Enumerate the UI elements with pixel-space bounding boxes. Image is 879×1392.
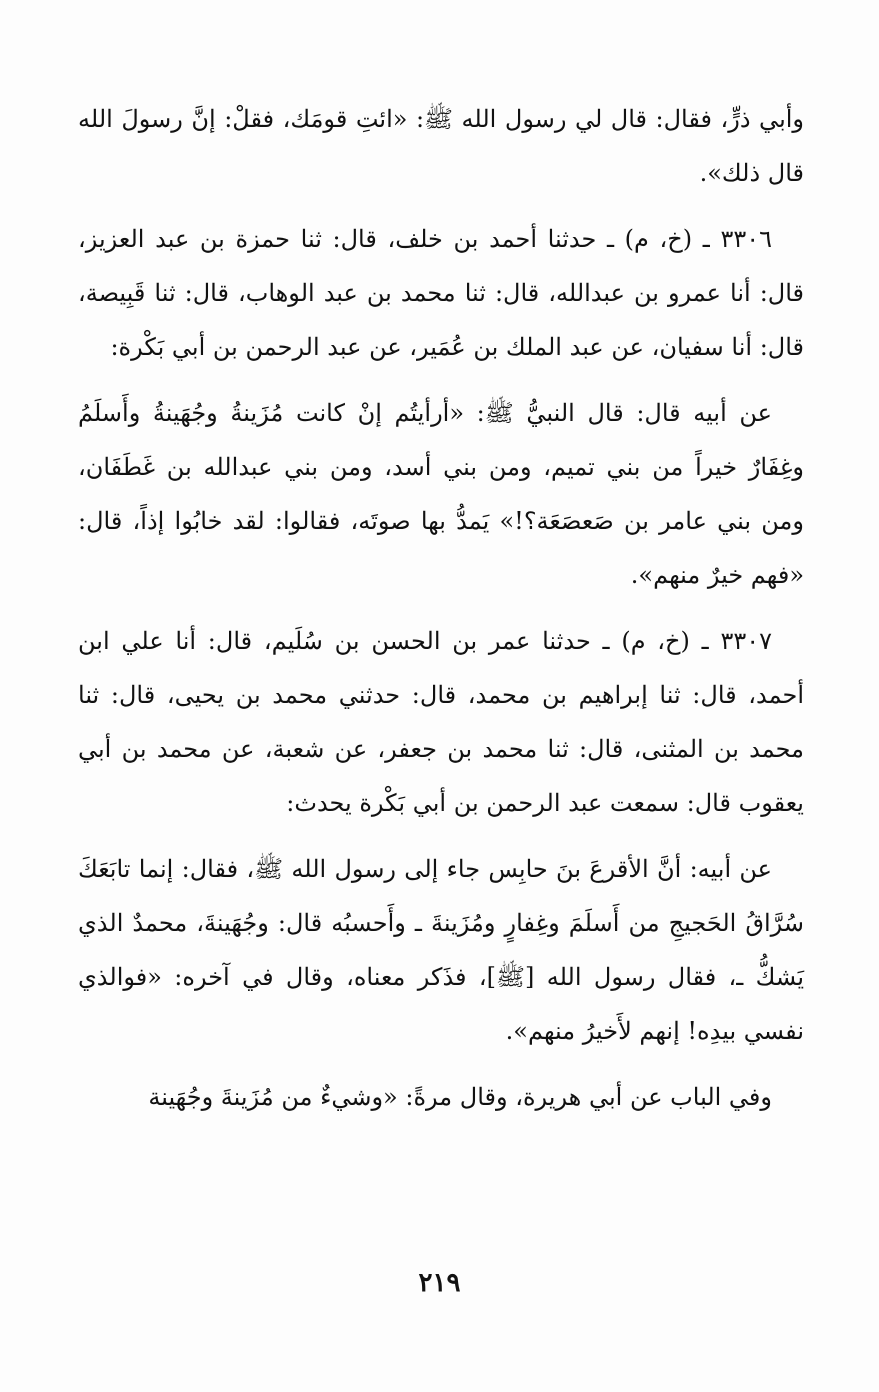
page-body — [78, 92, 804, 1136]
page-number: ٢١٩ — [418, 1268, 461, 1298]
hadith-3307-matn: عن أبيه: أنَّ الأقرعَ بنَ حابِس جاء إلى رسول الله ﷺ، فقال: إنما تابَعَكَ سُرَّاقُ الحَجيجِ من أَسلَمَ وغِفارٍ ومُزَينةَ ـ وأَحسبُه قال: وجُهَينةَ، محمدٌ الذي يَشكُّ ـ، فقال رسول الله [ﷺ]، فذَكر معناه، وقال في آخره: «فوالذي نفسي بيدِه! إنهم لأَخيرُ منهم». — [78, 855, 805, 1045]
hadith-3307-isnad: ٣٣٠٧ ـ (خ، م) ـ حدثنا عمر بن الحسن بن سُلَيم، قال: أنا علي ابن أحمد، قال: ثنا إبراهيم بن محمد، قال: حدثني محمد بن يحيى، قال: ثنا محمد بن المثنى، قال: ثنا محمد بن جعفر، عن شعبة، عن محمد بن أبي يعقوب قال: سمعت عبد الرحمن بن أبي بَكْرة يحدث: — [78, 627, 804, 817]
chapter-note: وفي الباب عن أبي هريرة، وقال مرةً: «وشيءٌ من مُزَينةَ وجُهَينة — [148, 1083, 772, 1111]
hadith-3306-isnad: ٣٣٠٦ ـ (خ، م) ـ حدثنا أحمد بن خلف، قال: ثنا حمزة بن عبد العزيز، قال: أنا عمرو بن عبدالله، قال: ثنا محمد بن عبد الوهاب، قال: ثنا قَبِيصة، قال: أنا سفيان، عن عبد الملك بن عُمَير، عن عبد الرحمن بن أبي بَكْرة: — [78, 225, 805, 361]
paragraph-continuation: وأبي ذرٍّ، فقال: قال لي رسول الله ﷺ: «ائتِ قومَك، فقلْ: إنَّ رسولَ الله قال ذلك». — [78, 105, 804, 187]
hadith-3306-matn: عن أبيه قال: قال النبيُّ ﷺ: «أرأيتُم إنْ كانت مُزَينةُ وجُهَينةُ وأَسلَمُ وغِفَارٌ خيراً من بني تميم، ومن بني أسد، ومن بني عبدالله بن غَطَفَان، ومن بني عامر بن صَعصَعَة؟!» يَمدُّ بها صوتَه، فقالوا: لقد خابُوا إذاً، قال: «فهم خيرٌ منهم». — [78, 399, 804, 589]
